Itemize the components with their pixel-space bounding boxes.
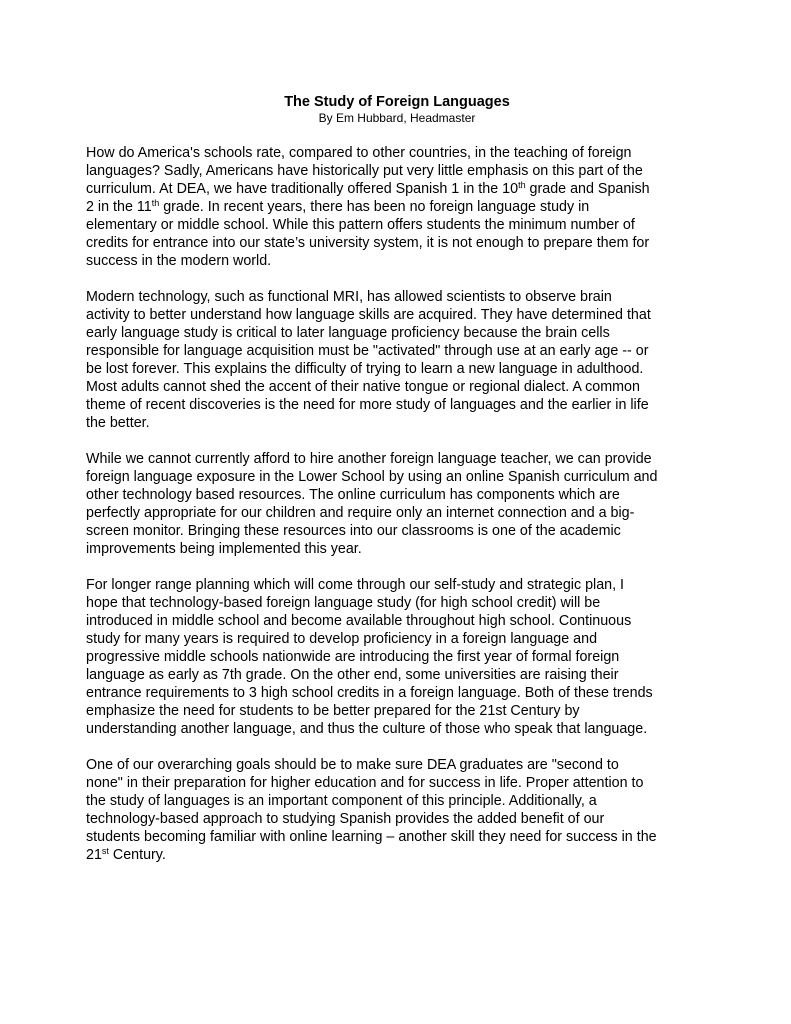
- text-run: One of our overarching goals should be to make sure DEA graduates are "second to: [86, 757, 619, 773]
- text-run: other technology based resources. The online curriculum has components which are: [86, 487, 620, 503]
- text-run: none" in their preparation for higher education and for success in life. Proper attention to: [86, 775, 644, 791]
- text-line: [86, 180, 708, 198]
- text-run: success in the modern world.: [86, 253, 272, 269]
- text-run: students becoming familiar with online learning – another skill they need for success in the: [86, 829, 657, 845]
- text-line: [86, 396, 708, 414]
- text-run: 2 in the 11: [86, 199, 152, 215]
- text-run: curriculum. At DEA, we have traditionally offered Spanish 1 in the 10: [86, 181, 519, 197]
- text-run: 21: [86, 847, 102, 863]
- text-line: [86, 630, 708, 648]
- text-run: hope that technology-based foreign language study (for high school credit) will be: [86, 595, 601, 611]
- text-line: [86, 684, 708, 702]
- text-line: [86, 540, 708, 558]
- text-line: [86, 486, 708, 504]
- text-run: technology-based approach to studying Spanish provides the added benefit of our: [86, 811, 605, 827]
- text-line: [86, 666, 708, 684]
- text-line: [86, 252, 708, 270]
- text-run: grade and Spanish: [525, 181, 650, 197]
- text-line: [86, 342, 708, 360]
- text-line: [86, 162, 708, 180]
- text-run: the study of languages is an important component of this principle. Additionally, a: [86, 793, 597, 809]
- text-run: study for many years is required to develop proficiency in a foreign language and: [86, 631, 598, 647]
- body-paragraph: [86, 756, 708, 864]
- text-run: While we cannot currently afford to hire another foreign language teacher, we can provide: [86, 451, 652, 467]
- body-paragraph: [86, 288, 708, 432]
- text-line: [86, 576, 708, 594]
- text-line: [86, 414, 708, 432]
- text-line: [86, 702, 708, 720]
- text-run: responsible for language acquisition must be "activated" through use at an early age -- or: [86, 343, 649, 359]
- text-run: early language study is critical to later language proficiency because the brain cells: [86, 325, 610, 341]
- text-run: activity to better understand how language skills are acquired. They have determined that: [86, 307, 651, 323]
- text-run: How do America's schools rate, compared to other countries, in the teaching of foreign: [86, 145, 632, 161]
- text-line: [86, 648, 708, 666]
- body-paragraph: [86, 450, 708, 558]
- body-paragraph: [86, 144, 708, 270]
- text-line: [86, 810, 708, 828]
- text-run: grade. In recent years, there has been no foreign language study in: [159, 199, 590, 215]
- text-line: [86, 306, 708, 324]
- text-line: [86, 378, 708, 396]
- text-line: [86, 198, 708, 216]
- text-line: [86, 594, 708, 612]
- superscript: st: [101, 846, 109, 856]
- text-run: Modern technology, such as functional MRI, has allowed scientists to observe brain: [86, 289, 612, 305]
- text-line: [86, 468, 708, 486]
- text-run: screen monitor. Bringing these resources into our classrooms is one of the academic: [86, 523, 621, 539]
- text-run: improvements being implemented this year.: [86, 541, 362, 557]
- text-line: [86, 756, 708, 774]
- text-line: [86, 846, 708, 864]
- body-paragraph: [86, 576, 708, 738]
- text-run: introduced in middle school and become available throughout high school. Continuous: [86, 613, 632, 629]
- text-line: [86, 288, 708, 306]
- text-run: For longer range planning which will come through our self-study and strategic plan, I: [86, 577, 625, 593]
- text-line: [86, 144, 708, 162]
- text-run: elementary or middle school. While this pattern offers students the minimum number of: [86, 217, 635, 233]
- document-body: [86, 144, 708, 864]
- text-run: languages? Sadly, Americans have historically put very little emphasis on this part of the: [86, 163, 643, 179]
- text-run: be lost forever. This explains the difficulty of trying to learn a new language in adulthood.: [86, 361, 644, 377]
- document-title: The Study of Foreign Languages: [284, 94, 510, 110]
- text-line: [86, 522, 708, 540]
- text-run: theme of recent discoveries is the need for more study of languages and the earlier in life: [86, 397, 649, 413]
- text-run: Most adults cannot shed the accent of their native tongue or regional dialect. A common: [86, 379, 640, 395]
- text-line: [86, 234, 708, 252]
- text-line: [86, 360, 708, 378]
- text-run: progressive middle schools nationwide are introducing the first year of formal foreign: [86, 649, 620, 665]
- text-line: [86, 612, 708, 630]
- document-byline: By Em Hubbard, Headmaster: [318, 111, 476, 125]
- text-run: entrance requirements to 3 high school credits in a foreign language. Both of these trends: [86, 685, 653, 701]
- text-line: [86, 450, 708, 468]
- text-run: perfectly appropriate for our children and require only an internet connection and a big-: [86, 505, 635, 521]
- text-run: foreign language exposure in the Lower School by using an online Spanish curriculum and: [86, 469, 658, 485]
- superscript: th: [518, 180, 526, 190]
- text-run: credits for entrance into our state’s university system, it is not enough to prepare them for: [86, 235, 650, 251]
- superscript: th: [151, 198, 160, 208]
- text-run: Century.: [108, 847, 166, 863]
- text-line: [86, 720, 708, 738]
- text-run: the better.: [86, 415, 150, 431]
- text-run: understanding another language, and thus the culture of those who speak that language.: [86, 721, 648, 737]
- text-line: [86, 504, 708, 522]
- text-run: emphasize the need for students to be better prepared for the 21st Century by: [86, 703, 580, 719]
- text-line: [86, 792, 708, 810]
- document-page: [86, 93, 708, 882]
- text-line: [86, 774, 708, 792]
- text-line: [86, 216, 708, 234]
- text-line: [86, 324, 708, 342]
- text-run: language as early as 7th grade. On the other end, some universities are raising their: [86, 667, 619, 683]
- text-line: [86, 828, 708, 846]
